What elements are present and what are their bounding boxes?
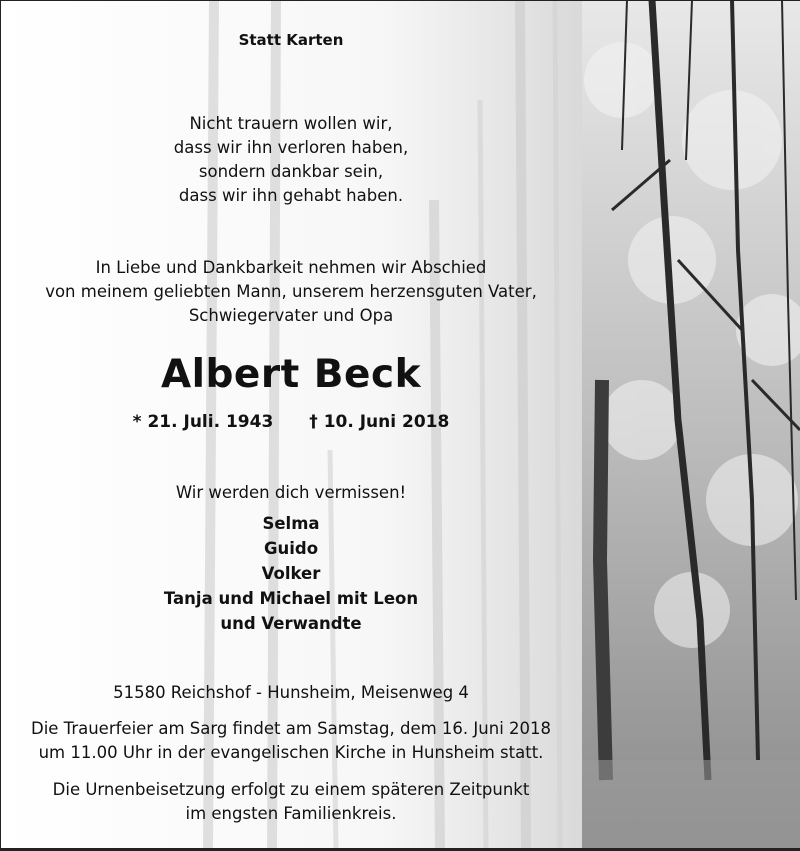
deceased-name: Albert Beck — [160, 352, 422, 397]
intro-line: In Liebe und Dankbarkeit nehmen wir Abschied — [95, 258, 487, 277]
poem-line: dass wir ihn gehabt haben. — [178, 186, 404, 205]
ceremony-line: Die Trauerfeier am Sarg findet am Samstag, dem 16. Juni 2018 — [30, 719, 552, 738]
poem-line: Nicht trauern wollen wir, — [189, 114, 393, 133]
family-member: Selma — [262, 514, 320, 533]
family-member: Volker — [261, 564, 321, 583]
family-member: Guido — [263, 539, 319, 558]
header-label: Statt Karten — [238, 31, 344, 49]
poem-line: sondern dankbar sein, — [198, 162, 384, 181]
death-date: † 10. Juni 2018 — [309, 412, 450, 432]
intro-line: von meinem geliebten Mann, unserem herzensguten Vater, — [45, 282, 537, 301]
forest-photo — [582, 0, 800, 851]
birth-date: * 21. Juli. 1943 — [132, 412, 274, 432]
address: 51580 Reichshof - Hunsheim, Meisenweg 4 — [113, 683, 469, 702]
ceremony-line: um 11.00 Uhr in der evangelischen Kirche in Hunsheim statt. — [38, 743, 544, 762]
farewell-message: Wir werden dich vermissen! — [175, 483, 407, 502]
family-member: und Verwandte — [220, 614, 362, 633]
burial-line: Die Urnenbeisetzung erfolgt zu einem späteren Zeitpunkt — [52, 780, 530, 799]
poem-line: dass wir ihn verloren haben, — [173, 138, 409, 157]
burial-line: im engsten Familienkreis. — [185, 804, 397, 823]
intro-line: Schwiegervater und Opa — [188, 306, 394, 325]
life-dates — [0, 412, 582, 432]
family-member: Tanja und Michael mit Leon — [163, 589, 419, 608]
